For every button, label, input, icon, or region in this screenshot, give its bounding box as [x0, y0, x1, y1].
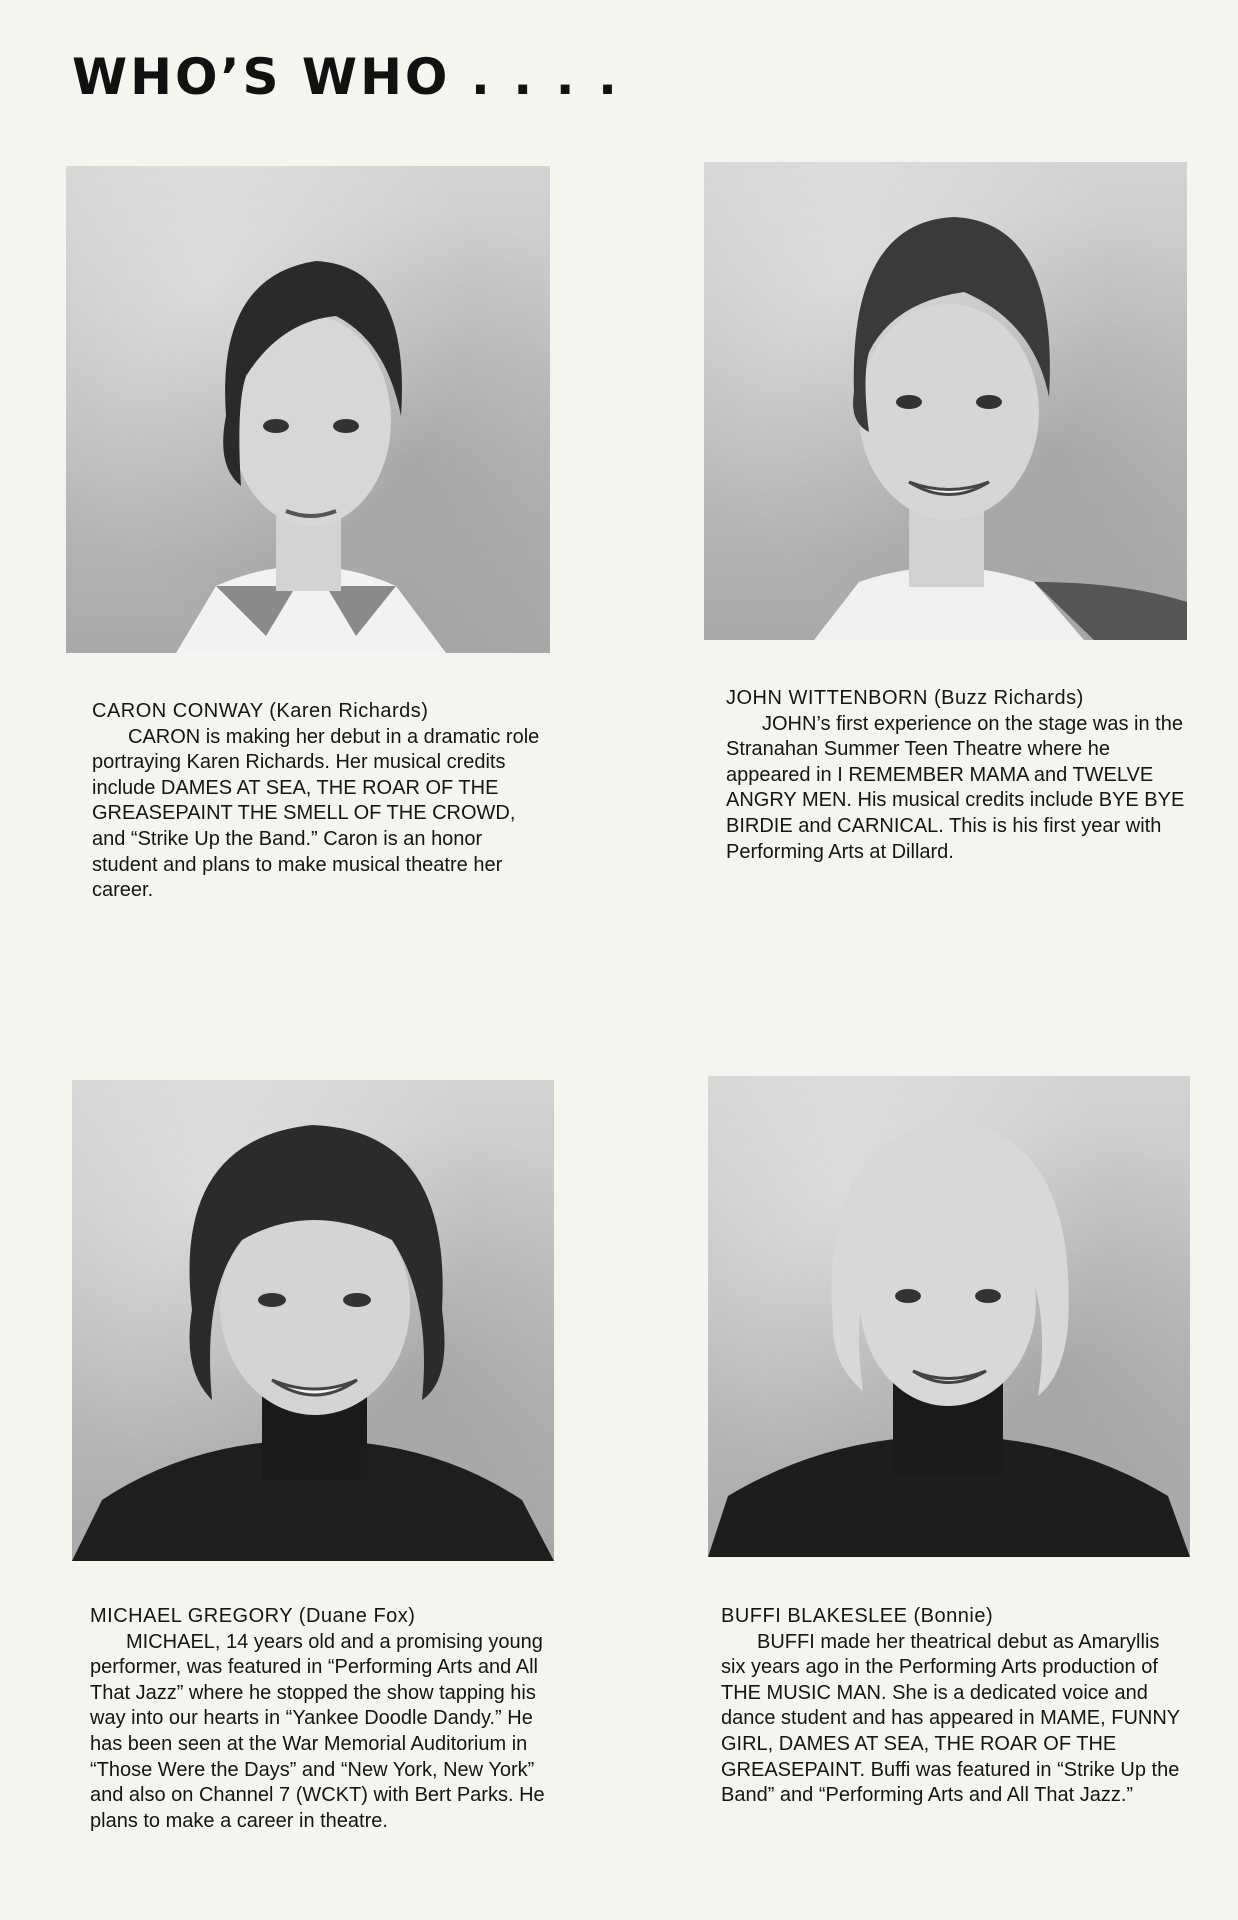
- portrait-photo-michael-gregory: [72, 1080, 554, 1561]
- bio-name: CARON CONWAY (Karen Richards): [92, 700, 429, 722]
- bio-text: CARON is making her debut in a dramatic role portraying Karen Richards. Her musical credits include DAMES AT SEA, THE ROAR OF THE GREASEPAINT THE SMELL OF THE CROWD, and “Strike Up the Band.” Caron is an honor student and plans to make musical theatre her career.: [92, 725, 540, 902]
- bio-michael-gregory: [90, 1604, 547, 1834]
- bio-caron-conway: [92, 699, 547, 904]
- portrait-photo-john-wittenborn: [704, 162, 1187, 640]
- bio-buffi-blakeslee: [721, 1604, 1181, 1809]
- bio-text: JOHN’s first experience on the stage was in the Stranahan Summer Teen Theatre where he appeared in I REMEMBER MAMA and TWELVE ANGRY MEN. His musical credits include BYE BYE BIRDIE and CARNICAL. This is his first year with Performing Arts at Dillard.: [726, 712, 1185, 863]
- bio-name: MICHAEL GREGORY (Duane Fox): [90, 1605, 416, 1627]
- page-title: WHO’S WHO . . . .: [72, 48, 621, 106]
- bio-name: BUFFI BLAKESLEE (Bonnie): [721, 1605, 994, 1627]
- bio-name: JOHN WITTENBORN (Buzz Richards): [726, 687, 1084, 709]
- bio-text: BUFFI made her theatrical debut as Amaryllis six years ago in the Performing Arts production of THE MUSIC MAN. She is a dedicated voice and dance student and has appeared in MAME, FUNNY GIRL, DAMES AT SEA, THE ROAR OF THE GREASEPAINT. Buffi was featured in “Strike Up the Band” and “Performing Arts and All That Jazz.”: [721, 1630, 1180, 1807]
- portrait-photo-buffi-blakeslee: [708, 1076, 1190, 1557]
- bio-john-wittenborn: [726, 686, 1186, 865]
- bio-text: MICHAEL, 14 years old and a promising young performer, was featured in “Performing Arts and All That Jazz” where he stopped the show tapping his way into our hearts in “Yankee Doodle Dandy.” He has been seen at the War Memorial Auditorium in “Those Were the Days” and “New York, New York” and also on Channel 7 (WCKT) with Bert Parks. He plans to make a career in theatre.: [90, 1630, 545, 1832]
- portrait-photo-caron-conway: [66, 166, 550, 653]
